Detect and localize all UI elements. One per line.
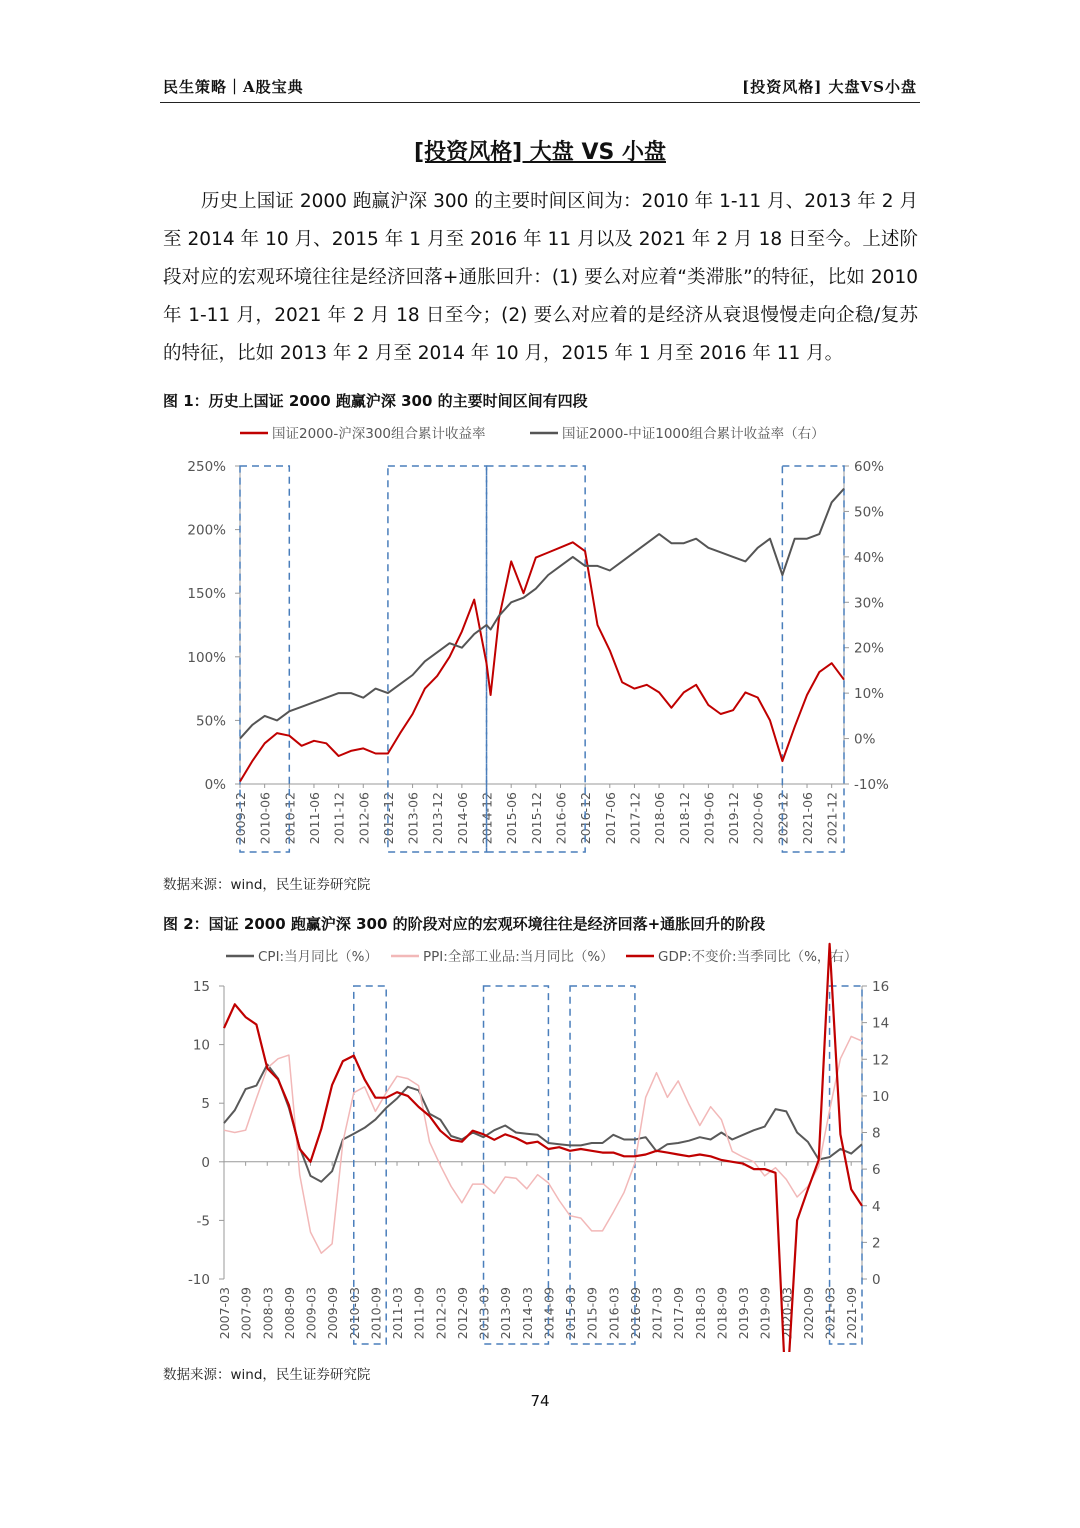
y-left-tick-2-0: -10 (187, 1272, 210, 1288)
x-tick-2-0: 2007-03 (217, 1287, 232, 1340)
x-tick-2-27: 2020-09 (800, 1287, 816, 1340)
y-left-tick-1-0: 0% (204, 777, 226, 793)
x-tick-2-29: 2021-09 (844, 1287, 860, 1340)
x-tick-1-3: 2011-06 (306, 792, 322, 845)
y-right-tick-2-8: 16 (872, 979, 890, 995)
legend-label-2-2: GDP:不变价:当季同比（%，右） (658, 949, 858, 965)
x-tick-1-6: 2012-12 (380, 792, 396, 845)
figure1-title: 图 1：历史上国证 2000 跑赢沪深 300 的主要时间区间有四段 (163, 392, 588, 410)
page-title: [投资风格] 大盘 VS 小盘 (414, 140, 666, 165)
y-right-tick-2-5: 10 (872, 1088, 890, 1105)
x-tick-1-15: 2017-06 (602, 792, 618, 845)
x-tick-2-21: 2017-09 (671, 1287, 687, 1340)
header-right: [投资风格] 大盘VS小盘 (742, 78, 917, 96)
legend-label-2-0: CPI:当月同比（%） (258, 949, 378, 965)
x-tick-1-4: 2011-12 (331, 792, 347, 845)
y-right-tick-2-1: 2 (872, 1235, 881, 1252)
y-right-tick-1-6: 50% (854, 504, 885, 521)
x-tick-1-22: 2020-12 (775, 792, 791, 845)
y-right-tick-2-7: 14 (872, 1015, 890, 1032)
x-tick-1-5: 2012-06 (356, 792, 372, 845)
x-tick-2-18: 2016-03 (606, 1287, 622, 1340)
series-line-2-0 (224, 1065, 862, 1182)
body-paragraph: 历史上国证 2000 跑赢沪深 300 的主要时间区间为：2010 年 1-11 月、2013 年 2 月至 2014 年 10 月、2015 年 1 月至 2016 年 11 月以及 2021 年 2 月 18 日至今。上述阶段对应的宏观环境往往是经济回落+通胀回升：(1) 要么对应着“类滞胀”的特征，比如 2010 年 1-11 月，2021 年 2 月 18 日至今；(2) 要么对应着的是经济从衰退慢慢走向企稳/复苏的特征，比如 2013 年 2 月至 2014 年 10 月，2015 年 1 月至 2016 年 11 月。 (163, 191, 918, 364)
x-tick-1-16: 2017-12 (627, 792, 643, 845)
x-tick-2-8: 2011-03 (390, 1287, 406, 1340)
y-left-tick-1-5: 250% (187, 459, 226, 475)
x-tick-1-2: 2010-12 (282, 792, 298, 845)
x-tick-2-15: 2014-09 (541, 1287, 557, 1340)
x-tick-1-12: 2015-12 (528, 792, 544, 845)
series-line-1-0 (240, 542, 844, 781)
y-left-tick-2-1: -5 (196, 1213, 210, 1230)
x-tick-1-19: 2019-06 (701, 792, 717, 845)
y-right-tick-1-2: 10% (854, 686, 885, 703)
x-tick-2-16: 2015-03 (563, 1287, 579, 1340)
x-tick-1-18: 2018-12 (676, 792, 692, 845)
header-divider (160, 102, 920, 103)
x-tick-1-13: 2016-06 (553, 792, 569, 845)
y-left-tick-2-4: 10 (192, 1037, 210, 1054)
y-right-tick-1-7: 60% (854, 459, 885, 475)
figure2-source: 数据来源：wind，民生证券研究院 (163, 1367, 371, 1383)
legend-label-1-0: 国证2000-沪深300组合累计收益率 (272, 426, 486, 442)
x-tick-2-12: 2013-03 (476, 1287, 492, 1340)
y-left-tick-2-3: 5 (201, 1096, 210, 1113)
x-tick-1-24: 2021-12 (824, 792, 840, 845)
legend-label-2-1: PPI:全部工业品:当月同比（%） (423, 949, 614, 965)
x-tick-2-1: 2007-09 (238, 1287, 254, 1340)
period-box-2-2 (570, 986, 635, 1344)
y-right-tick-2-3: 6 (872, 1162, 881, 1179)
x-tick-2-24: 2019-03 (736, 1287, 752, 1340)
x-tick-2-10: 2012-03 (433, 1287, 449, 1340)
x-tick-2-7: 2010-09 (368, 1287, 384, 1340)
figure1-source: 数据来源：wind，民生证券研究院 (163, 877, 371, 893)
x-tick-2-22: 2018-03 (692, 1287, 708, 1340)
y-right-tick-1-1: 0% (854, 731, 876, 748)
x-tick-2-4: 2009-03 (303, 1287, 319, 1340)
y-right-tick-2-2: 4 (872, 1198, 881, 1215)
figure2-title: 图 2：国证 2000 跑赢沪深 300 的阶段对应的宏观环境往往是经济回落+通胀回升的阶段 (163, 915, 766, 933)
x-tick-1-17: 2018-06 (652, 792, 668, 845)
x-tick-1-23: 2021-06 (800, 792, 816, 845)
y-left-tick-1-2: 100% (187, 649, 226, 666)
x-tick-2-20: 2017-03 (649, 1287, 665, 1340)
y-left-tick-1-4: 200% (187, 522, 226, 539)
x-tick-2-13: 2013-09 (498, 1287, 514, 1340)
x-tick-1-9: 2014-06 (454, 792, 470, 845)
y-right-tick-2-6: 12 (872, 1052, 890, 1069)
x-tick-2-2: 2008-03 (260, 1287, 276, 1340)
y-right-tick-2-0: 0 (872, 1272, 881, 1288)
x-tick-2-28: 2021-03 (822, 1287, 838, 1340)
x-tick-2-5: 2009-09 (325, 1287, 341, 1340)
x-tick-2-25: 2019-09 (757, 1287, 773, 1340)
legend-label-1-1: 国证2000-中证1000组合累计收益率（右） (562, 426, 825, 442)
x-tick-2-19: 2016-09 (627, 1287, 643, 1340)
x-tick-2-17: 2015-09 (584, 1287, 600, 1340)
x-tick-1-21: 2020-06 (750, 792, 766, 845)
x-tick-1-11: 2015-06 (504, 792, 520, 845)
y-right-tick-1-0: -10% (854, 777, 889, 793)
figure1-chart (160, 418, 920, 863)
x-tick-2-6: 2010-03 (346, 1287, 362, 1340)
y-left-tick-2-2: 0 (201, 1154, 210, 1171)
x-tick-2-9: 2011-09 (411, 1287, 427, 1340)
y-right-tick-2-4: 8 (872, 1125, 881, 1142)
page-number: 74 (530, 1392, 550, 1410)
y-left-tick-2-5: 15 (192, 979, 210, 995)
x-tick-1-7: 2013-06 (405, 792, 421, 845)
y-right-tick-1-3: 20% (854, 640, 885, 657)
figure2-chart (160, 942, 920, 1352)
header-left: 民生策略｜A股宝典 (163, 78, 304, 96)
y-left-tick-1-3: 150% (187, 586, 226, 603)
x-tick-1-8: 2013-12 (430, 792, 446, 845)
y-right-tick-1-4: 30% (854, 595, 885, 612)
x-tick-2-26: 2020-03 (779, 1287, 795, 1340)
x-tick-1-0: 2009-12 (233, 792, 248, 845)
y-right-tick-1-5: 40% (854, 549, 885, 566)
x-tick-2-11: 2012-09 (454, 1287, 470, 1340)
x-tick-1-1: 2010-06 (257, 792, 273, 845)
x-tick-2-14: 2014-03 (519, 1287, 535, 1340)
x-tick-1-20: 2019-12 (726, 792, 742, 845)
x-tick-1-10: 2014-12 (479, 792, 495, 845)
x-tick-1-14: 2016-12 (578, 792, 594, 845)
period-box-2-1 (484, 986, 549, 1344)
x-tick-2-23: 2018-09 (714, 1287, 730, 1340)
y-left-tick-1-1: 50% (195, 713, 226, 730)
x-tick-2-3: 2008-09 (281, 1287, 297, 1340)
series-line-1-1 (240, 489, 844, 739)
